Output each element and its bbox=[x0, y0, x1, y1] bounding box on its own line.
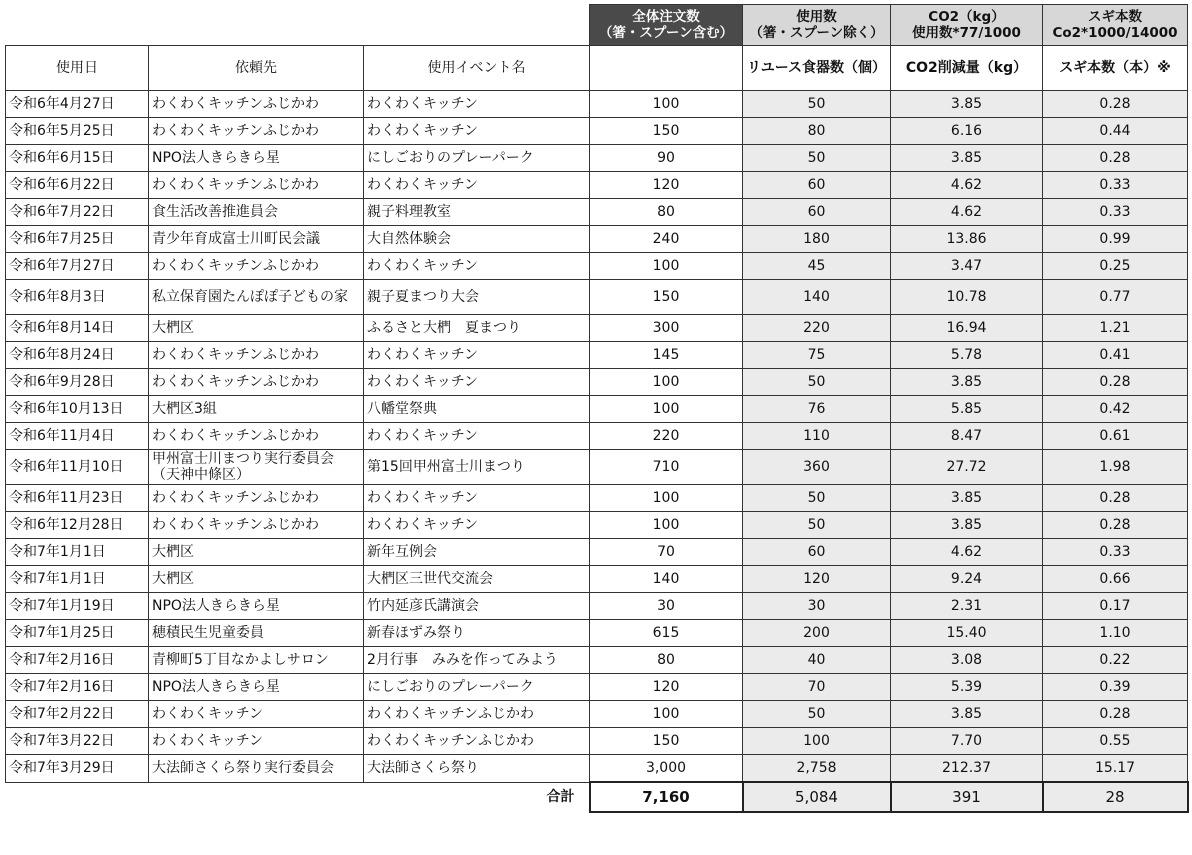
cell-orders: 710 bbox=[590, 450, 743, 485]
cell-orders: 150 bbox=[590, 118, 743, 145]
cell-date: 令和6年8月24日 bbox=[6, 342, 149, 369]
cell-orders: 120 bbox=[590, 674, 743, 701]
cell-date: 令和6年6月15日 bbox=[6, 145, 149, 172]
cell-event: 第15回甲州富士川まつり bbox=[364, 450, 590, 485]
cell-orders: 70 bbox=[590, 539, 743, 566]
cell-event: わくわくキッチン bbox=[364, 485, 590, 512]
cell-co2: 5.39 bbox=[891, 674, 1043, 701]
cell-used: 45 bbox=[743, 253, 891, 280]
cell-client: わくわくキッチンふじかわ bbox=[149, 253, 364, 280]
table-row bbox=[6, 253, 1188, 280]
cell-trees: 0.61 bbox=[1043, 423, 1188, 450]
cell-trees: 0.17 bbox=[1043, 593, 1188, 620]
cell-co2: 212.37 bbox=[891, 755, 1043, 783]
table-row bbox=[6, 423, 1188, 450]
cell-client: わくわくキッチンふじかわ bbox=[149, 172, 364, 199]
cell-client: 穂積民生児童委員 bbox=[149, 620, 364, 647]
cell-used: 75 bbox=[743, 342, 891, 369]
cell-event: 新春ほずみ祭り bbox=[364, 620, 590, 647]
cell-trees: 0.99 bbox=[1043, 226, 1188, 253]
cell-orders: 615 bbox=[590, 620, 743, 647]
column-header-orders bbox=[590, 46, 743, 91]
cell-client: 甲州富士川まつり実行委員会（天神中條区） bbox=[149, 450, 364, 485]
column-header-date: 使用日 bbox=[6, 46, 149, 91]
cell-used: 50 bbox=[743, 512, 891, 539]
table-row bbox=[6, 450, 1188, 485]
cell-event: 親子料理教室 bbox=[364, 199, 590, 226]
cell-trees: 0.33 bbox=[1043, 172, 1188, 199]
cell-date: 令和7年1月19日 bbox=[6, 593, 149, 620]
cell-used: 76 bbox=[743, 396, 891, 423]
cell-event: わくわくキッチン bbox=[364, 342, 590, 369]
cell-date: 令和6年7月27日 bbox=[6, 253, 149, 280]
cell-client: わくわくキッチンふじかわ bbox=[149, 342, 364, 369]
cell-client: 食生活改善推進員会 bbox=[149, 199, 364, 226]
cell-trees: 0.28 bbox=[1043, 701, 1188, 728]
cell-date: 令和6年10月13日 bbox=[6, 396, 149, 423]
total-co2: 391 bbox=[891, 782, 1043, 812]
table-row bbox=[6, 539, 1188, 566]
cell-trees: 0.41 bbox=[1043, 342, 1188, 369]
cell-event: ふるさと大椚 夏まつり bbox=[364, 315, 590, 342]
usage-table-wrapper bbox=[5, 4, 1189, 813]
cell-orders: 90 bbox=[590, 145, 743, 172]
top-header-trees bbox=[1043, 5, 1188, 46]
cell-co2: 16.94 bbox=[891, 315, 1043, 342]
cell-used: 60 bbox=[743, 172, 891, 199]
cell-client: わくわくキッチンふじかわ bbox=[149, 512, 364, 539]
cell-event: わくわくキッチンふじかわ bbox=[364, 701, 590, 728]
cell-trees: 1.10 bbox=[1043, 620, 1188, 647]
cell-date: 令和6年7月25日 bbox=[6, 226, 149, 253]
column-header-event: 使用イベント名 bbox=[364, 46, 590, 91]
cell-orders: 220 bbox=[590, 423, 743, 450]
cell-trees: 1.21 bbox=[1043, 315, 1188, 342]
cell-trees: 1.98 bbox=[1043, 450, 1188, 485]
top-header-blank bbox=[6, 5, 590, 46]
cell-used: 40 bbox=[743, 647, 891, 674]
cell-date: 令和7年1月1日 bbox=[6, 539, 149, 566]
cell-orders: 100 bbox=[590, 512, 743, 539]
cell-event: 大自然体験会 bbox=[364, 226, 590, 253]
cell-used: 200 bbox=[743, 620, 891, 647]
table-row bbox=[6, 674, 1188, 701]
cell-client: 私立保育園たんぽぽ子どもの家 bbox=[149, 280, 364, 315]
cell-event: 2月行事 みみを作ってみよう bbox=[364, 647, 590, 674]
table-row bbox=[6, 485, 1188, 512]
cell-event: にしごおりのプレーパーク bbox=[364, 674, 590, 701]
cell-used: 140 bbox=[743, 280, 891, 315]
cell-event: わくわくキッチン bbox=[364, 118, 590, 145]
cell-used: 60 bbox=[743, 539, 891, 566]
table-row bbox=[6, 118, 1188, 145]
table-row bbox=[6, 647, 1188, 674]
cell-trees: 0.39 bbox=[1043, 674, 1188, 701]
total-used: 5,084 bbox=[743, 782, 891, 812]
cell-orders: 30 bbox=[590, 593, 743, 620]
cell-co2: 27.72 bbox=[891, 450, 1043, 485]
cell-trees: 0.28 bbox=[1043, 512, 1188, 539]
cell-client: 大椚区 bbox=[149, 539, 364, 566]
top-header-row bbox=[6, 5, 1188, 46]
cell-orders: 145 bbox=[590, 342, 743, 369]
top-header-co2-line1: CO2（kg） bbox=[928, 9, 1005, 25]
cell-co2: 3.85 bbox=[891, 369, 1043, 396]
table-row bbox=[6, 145, 1188, 172]
cell-co2: 13.86 bbox=[891, 226, 1043, 253]
table-row bbox=[6, 315, 1188, 342]
cell-date: 令和6年11月10日 bbox=[6, 450, 149, 485]
cell-trees: 0.28 bbox=[1043, 145, 1188, 172]
cell-co2: 3.85 bbox=[891, 91, 1043, 118]
totals-row bbox=[6, 782, 1188, 812]
cell-date: 令和6年5月25日 bbox=[6, 118, 149, 145]
cell-client: NPO法人きらきら星 bbox=[149, 593, 364, 620]
cell-date: 令和6年11月23日 bbox=[6, 485, 149, 512]
cell-event: にしごおりのプレーパーク bbox=[364, 145, 590, 172]
cell-orders: 80 bbox=[590, 647, 743, 674]
table-row bbox=[6, 369, 1188, 396]
cell-orders: 100 bbox=[590, 91, 743, 118]
cell-event: 新年互例会 bbox=[364, 539, 590, 566]
cell-client: 青柳町5丁目なかよしサロン bbox=[149, 647, 364, 674]
cell-date: 令和6年4月27日 bbox=[6, 91, 149, 118]
cell-trees: 0.42 bbox=[1043, 396, 1188, 423]
cell-event: わくわくキッチンふじかわ bbox=[364, 728, 590, 755]
cell-orders: 150 bbox=[590, 728, 743, 755]
cell-date: 令和6年7月22日 bbox=[6, 199, 149, 226]
cell-co2: 3.85 bbox=[891, 701, 1043, 728]
cell-co2: 4.62 bbox=[891, 199, 1043, 226]
cell-client: わくわくキッチンふじかわ bbox=[149, 485, 364, 512]
cell-trees: 0.33 bbox=[1043, 199, 1188, 226]
cell-event: 竹内延彦氏講演会 bbox=[364, 593, 590, 620]
cell-used: 50 bbox=[743, 701, 891, 728]
cell-trees: 0.25 bbox=[1043, 253, 1188, 280]
cell-client: 大法師さくら祭り実行委員会 bbox=[149, 755, 364, 783]
table-row bbox=[6, 566, 1188, 593]
cell-client: NPO法人きらきら星 bbox=[149, 145, 364, 172]
column-header-row bbox=[6, 46, 1188, 91]
column-header-reuse: リユース食器数（個） bbox=[743, 46, 891, 91]
cell-orders: 80 bbox=[590, 199, 743, 226]
cell-used: 60 bbox=[743, 199, 891, 226]
cell-co2: 4.62 bbox=[891, 539, 1043, 566]
cell-date: 令和6年12月28日 bbox=[6, 512, 149, 539]
cell-co2: 3.85 bbox=[891, 512, 1043, 539]
cell-orders: 3,000 bbox=[590, 755, 743, 783]
cell-date: 令和6年8月3日 bbox=[6, 280, 149, 315]
cell-used: 110 bbox=[743, 423, 891, 450]
cell-event: 親子夏まつり大会 bbox=[364, 280, 590, 315]
cell-trees: 0.66 bbox=[1043, 566, 1188, 593]
cell-date: 令和7年1月1日 bbox=[6, 566, 149, 593]
cell-orders: 100 bbox=[590, 485, 743, 512]
cell-orders: 120 bbox=[590, 172, 743, 199]
cell-orders: 240 bbox=[590, 226, 743, 253]
top-header-co2-line2: 使用数*77/1000 bbox=[912, 25, 1021, 41]
top-header-co2 bbox=[891, 5, 1043, 46]
cell-client: わくわくキッチンふじかわ bbox=[149, 118, 364, 145]
cell-date: 令和6年6月22日 bbox=[6, 172, 149, 199]
cell-client: わくわくキッチン bbox=[149, 728, 364, 755]
cell-trees: 0.28 bbox=[1043, 369, 1188, 396]
table-row bbox=[6, 701, 1188, 728]
cell-client: わくわくキッチンふじかわ bbox=[149, 423, 364, 450]
cell-co2: 4.62 bbox=[891, 172, 1043, 199]
cell-orders: 300 bbox=[590, 315, 743, 342]
cell-date: 令和7年2月16日 bbox=[6, 647, 149, 674]
cell-trees: 15.17 bbox=[1043, 755, 1188, 783]
top-header-used-line1: 使用数 bbox=[796, 9, 837, 25]
column-header-co2: CO2削減量（kg） bbox=[891, 46, 1043, 91]
cell-co2: 3.85 bbox=[891, 145, 1043, 172]
cell-trees: 0.44 bbox=[1043, 118, 1188, 145]
table-row bbox=[6, 728, 1188, 755]
column-header-trees: スギ本数（本）※ bbox=[1043, 46, 1188, 91]
cell-client: わくわくキッチン bbox=[149, 701, 364, 728]
cell-event: 八幡堂祭典 bbox=[364, 396, 590, 423]
top-header-used-line2: （箸・スプーン除く） bbox=[749, 25, 884, 41]
cell-orders: 100 bbox=[590, 701, 743, 728]
cell-orders: 100 bbox=[590, 396, 743, 423]
cell-client: 青少年育成富士川町民会議 bbox=[149, 226, 364, 253]
cell-co2: 5.85 bbox=[891, 396, 1043, 423]
table-row bbox=[6, 396, 1188, 423]
column-header-client: 依頼先 bbox=[149, 46, 364, 91]
cell-used: 220 bbox=[743, 315, 891, 342]
table-row bbox=[6, 342, 1188, 369]
cell-trees: 0.28 bbox=[1043, 91, 1188, 118]
cell-event: わくわくキッチン bbox=[364, 369, 590, 396]
totals-label: 合計 bbox=[546, 789, 575, 806]
cell-client: NPO法人きらきら星 bbox=[149, 674, 364, 701]
cell-trees: 0.55 bbox=[1043, 728, 1188, 755]
table-row bbox=[6, 172, 1188, 199]
cell-client: 大椚区 bbox=[149, 566, 364, 593]
cell-date: 令和7年1月25日 bbox=[6, 620, 149, 647]
cell-date: 令和7年2月22日 bbox=[6, 701, 149, 728]
cell-trees: 0.28 bbox=[1043, 485, 1188, 512]
cell-co2: 9.24 bbox=[891, 566, 1043, 593]
cell-co2: 6.16 bbox=[891, 118, 1043, 145]
cell-trees: 0.77 bbox=[1043, 280, 1188, 315]
cell-used: 50 bbox=[743, 485, 891, 512]
cell-used: 120 bbox=[743, 566, 891, 593]
cell-client: 大椚区3組 bbox=[149, 396, 364, 423]
cell-trees: 0.22 bbox=[1043, 647, 1188, 674]
cell-date: 令和6年9月28日 bbox=[6, 369, 149, 396]
cell-date: 令和7年3月22日 bbox=[6, 728, 149, 755]
cell-client: 大椚区 bbox=[149, 315, 364, 342]
cell-co2: 7.70 bbox=[891, 728, 1043, 755]
cell-co2: 5.78 bbox=[891, 342, 1043, 369]
cell-co2: 8.47 bbox=[891, 423, 1043, 450]
cell-co2: 3.08 bbox=[891, 647, 1043, 674]
cell-orders: 100 bbox=[590, 369, 743, 396]
cell-event: わくわくキッチン bbox=[364, 423, 590, 450]
cell-trees: 0.33 bbox=[1043, 539, 1188, 566]
cell-used: 30 bbox=[743, 593, 891, 620]
cell-used: 70 bbox=[743, 674, 891, 701]
table-row bbox=[6, 226, 1188, 253]
cell-used: 2,758 bbox=[743, 755, 891, 783]
cell-used: 100 bbox=[743, 728, 891, 755]
total-trees: 28 bbox=[1043, 782, 1188, 812]
total-orders: 7,160 bbox=[590, 782, 743, 812]
table-row bbox=[6, 280, 1188, 315]
table-row bbox=[6, 91, 1188, 118]
cell-co2: 2.31 bbox=[891, 593, 1043, 620]
cell-date: 令和6年11月4日 bbox=[6, 423, 149, 450]
cell-used: 50 bbox=[743, 369, 891, 396]
table-row bbox=[6, 199, 1188, 226]
cell-client: わくわくキッチンふじかわ bbox=[149, 91, 364, 118]
cell-used: 50 bbox=[743, 145, 891, 172]
top-header-trees-line2: Co2*1000/14000 bbox=[1052, 25, 1178, 41]
cell-co2: 10.78 bbox=[891, 280, 1043, 315]
cell-date: 令和7年3月29日 bbox=[6, 755, 149, 783]
table-row bbox=[6, 755, 1188, 783]
top-header-used bbox=[743, 5, 891, 46]
cell-orders: 100 bbox=[590, 253, 743, 280]
cell-event: わくわくキッチン bbox=[364, 172, 590, 199]
cell-used: 180 bbox=[743, 226, 891, 253]
table-row bbox=[6, 512, 1188, 539]
cell-event: 大椚区三世代交流会 bbox=[364, 566, 590, 593]
top-header-trees-line1: スギ本数 bbox=[1088, 9, 1142, 25]
reuse-tableware-table bbox=[5, 4, 1189, 813]
table-row bbox=[6, 620, 1188, 647]
cell-used: 80 bbox=[743, 118, 891, 145]
table-row bbox=[6, 593, 1188, 620]
cell-event: 大法師さくら祭り bbox=[364, 755, 590, 783]
cell-date: 令和6年8月14日 bbox=[6, 315, 149, 342]
top-header-total-orders bbox=[590, 5, 743, 46]
cell-used: 50 bbox=[743, 91, 891, 118]
cell-client: わくわくキッチンふじかわ bbox=[149, 369, 364, 396]
cell-orders: 140 bbox=[590, 566, 743, 593]
cell-orders: 150 bbox=[590, 280, 743, 315]
cell-event: わくわくキッチン bbox=[364, 91, 590, 118]
cell-date: 令和7年2月16日 bbox=[6, 674, 149, 701]
cell-co2: 15.40 bbox=[891, 620, 1043, 647]
cell-co2: 3.47 bbox=[891, 253, 1043, 280]
cell-event: わくわくキッチン bbox=[364, 512, 590, 539]
top-header-total-orders-line1: 全体注文数 bbox=[632, 9, 700, 25]
top-header-total-orders-line2: （箸・スプーン含む） bbox=[598, 25, 734, 41]
cell-used: 360 bbox=[743, 450, 891, 485]
cell-event: わくわくキッチン bbox=[364, 253, 590, 280]
cell-co2: 3.85 bbox=[891, 485, 1043, 512]
